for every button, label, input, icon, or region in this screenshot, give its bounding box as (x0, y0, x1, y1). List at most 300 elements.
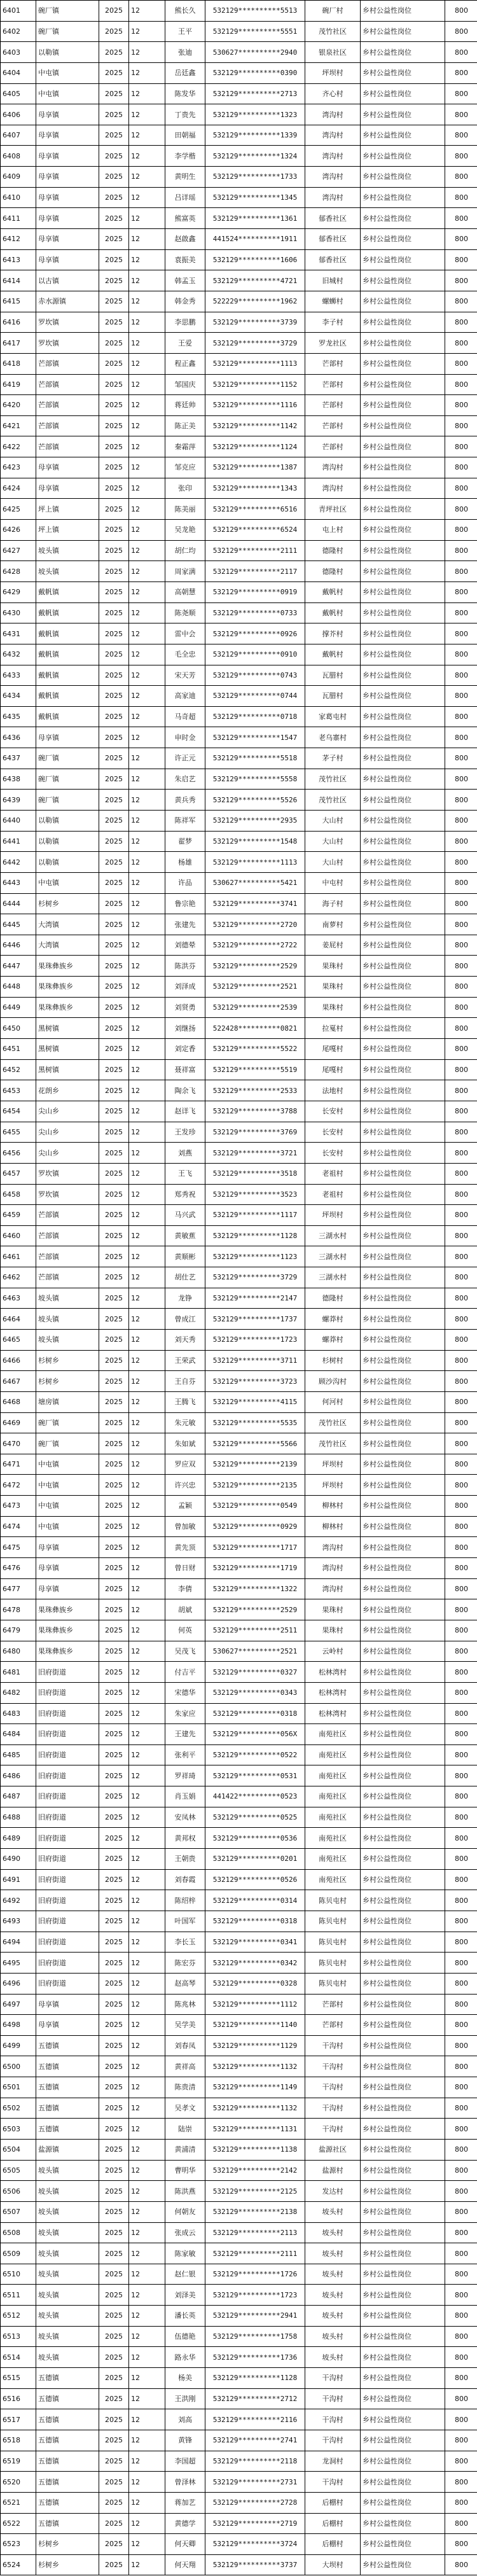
cell-seq: 6450 (1, 1018, 36, 1039)
cell-id-number: 532129**********0342 (205, 1953, 305, 1974)
cell-id-number: 532129**********1547 (205, 727, 305, 748)
cell-month: 12 (129, 581, 165, 602)
cell-post: 乡村公益性岗位 (361, 2222, 445, 2243)
cell-post: 乡村公益性岗位 (361, 1973, 445, 1994)
cell-village: 坡头村 (305, 2222, 361, 2243)
cell-year: 2025 (99, 1, 129, 22)
cell-town: 碗厂镇 (36, 1, 99, 22)
cell-name: 付吉平 (165, 1662, 205, 1683)
cell-seq: 6424 (1, 478, 36, 499)
cell-post: 乡村公益性岗位 (361, 1869, 445, 1890)
cell-name: 程正鑫 (165, 353, 205, 374)
cell-id-number: 532129**********2113 (205, 2222, 305, 2243)
cell-month: 12 (129, 1122, 165, 1143)
cell-seq: 6477 (1, 1578, 36, 1599)
cell-id-number: 532129**********6524 (205, 520, 305, 541)
cell-town: 杉树乡 (36, 2554, 99, 2575)
cell-village: 干沟村 (305, 2077, 361, 2098)
cell-village: 长安村 (305, 1101, 361, 1122)
cell-town: 旧府街道 (36, 1849, 99, 1870)
cell-village: 后棚村 (305, 2513, 361, 2534)
cell-name: 丁贵先 (165, 104, 205, 125)
cell-seq: 6493 (1, 1911, 36, 1932)
cell-amount: 800 (445, 2451, 477, 2472)
cell-village: 南苑社区 (305, 1724, 361, 1745)
cell-town: 盐源镇 (36, 2139, 99, 2160)
cell-town: 五德镇 (36, 2430, 99, 2451)
cell-seq: 6514 (1, 2347, 36, 2368)
cell-name: 黄浦清 (165, 2139, 205, 2160)
cell-village: 戴帆村 (305, 581, 361, 602)
table-row (1, 1018, 477, 1039)
table-row (1, 62, 477, 83)
cell-month: 12 (129, 1288, 165, 1309)
table-row (1, 187, 477, 208)
cell-village: 坡头村 (305, 2285, 361, 2306)
cell-post: 乡村公益性岗位 (361, 1, 445, 22)
cell-year: 2025 (99, 561, 129, 582)
cell-name: 罗祥琦 (165, 1765, 205, 1786)
cell-amount: 800 (445, 1682, 477, 1703)
cell-town: 碗厂镇 (36, 790, 99, 811)
cell-month: 12 (129, 2513, 165, 2534)
table-row (1, 83, 477, 104)
cell-name: 陈兆林 (165, 1994, 205, 2015)
cell-month: 12 (129, 1994, 165, 2015)
cell-name: 黄锋 (165, 2430, 205, 2451)
table-row (1, 748, 477, 769)
cell-id-number: 532129**********0919 (205, 581, 305, 602)
cell-village: 干沟村 (305, 2388, 361, 2409)
cell-town: 以古镇 (36, 270, 99, 291)
cell-amount: 800 (445, 790, 477, 811)
cell-seq: 6519 (1, 2451, 36, 2472)
cell-village: 齐心村 (305, 83, 361, 104)
cell-town: 芒部镇 (36, 415, 99, 436)
cell-post: 乡村公益性岗位 (361, 1205, 445, 1226)
cell-village: 坡头村 (305, 2347, 361, 2368)
cell-name: 何天翔 (165, 2554, 205, 2575)
cell-seq: 6459 (1, 1205, 36, 1226)
table-row (1, 2285, 477, 2306)
cell-amount: 800 (445, 1703, 477, 1724)
cell-name: 安凤林 (165, 1807, 205, 1828)
cell-seq: 6522 (1, 2513, 36, 2534)
cell-month: 12 (129, 1496, 165, 1517)
cell-seq: 6405 (1, 83, 36, 104)
cell-year: 2025 (99, 810, 129, 831)
cell-village: 坡头村 (305, 2201, 361, 2222)
table-row (1, 1682, 477, 1703)
cell-year: 2025 (99, 42, 129, 63)
cell-seq: 6476 (1, 1558, 36, 1579)
cell-month: 12 (129, 1080, 165, 1101)
table-row (1, 1641, 477, 1662)
cell-month: 12 (129, 208, 165, 229)
table-row (1, 478, 477, 499)
cell-town: 中屯镇 (36, 1516, 99, 1537)
cell-id-number: 532129**********2719 (205, 2513, 305, 2534)
table-row (1, 2160, 477, 2181)
cell-seq: 6454 (1, 1101, 36, 1122)
cell-year: 2025 (99, 1330, 129, 1351)
cell-id-number: 532129**********2712 (205, 2388, 305, 2409)
cell-name: 马兴武 (165, 1205, 205, 1226)
cell-name: 蒋廷帅 (165, 395, 205, 416)
cell-month: 12 (129, 1246, 165, 1267)
cell-seq: 6408 (1, 146, 36, 167)
table-row (1, 706, 477, 727)
cell-id-number: 532129**********1733 (205, 167, 305, 188)
cell-post: 乡村公益性岗位 (361, 2430, 445, 2451)
cell-seq: 6456 (1, 1143, 36, 1164)
cell-town: 尖山乡 (36, 1101, 99, 1122)
cell-id-number: 532129**********3518 (205, 1163, 305, 1184)
cell-town: 坪上镇 (36, 520, 99, 541)
cell-id-number: 532129**********3739 (205, 312, 305, 333)
cell-village: 坪坝村 (305, 62, 361, 83)
cell-amount: 800 (445, 1039, 477, 1060)
cell-post: 乡村公益性岗位 (361, 1641, 445, 1662)
cell-id-number: 532129**********2135 (205, 1475, 305, 1496)
cell-town: 戴帆镇 (36, 686, 99, 707)
cell-post: 乡村公益性岗位 (361, 2264, 445, 2285)
cell-village: 芒部村 (305, 2015, 361, 2036)
cell-amount: 800 (445, 1578, 477, 1599)
cell-town: 罗坎镇 (36, 1184, 99, 1205)
cell-seq: 6478 (1, 1599, 36, 1620)
cell-post: 乡村公益性岗位 (361, 2119, 445, 2140)
cell-village: 郁香社区 (305, 208, 361, 229)
cell-amount: 800 (445, 2035, 477, 2056)
cell-month: 12 (129, 1724, 165, 1745)
cell-post: 乡村公益性岗位 (361, 644, 445, 665)
cell-name: 吴茂飞 (165, 1641, 205, 1662)
cell-seq: 6512 (1, 2306, 36, 2327)
table-row (1, 686, 477, 707)
cell-amount: 800 (445, 706, 477, 727)
cell-id-number: 532129**********1129 (205, 2035, 305, 2056)
cell-month: 12 (129, 2201, 165, 2222)
cell-id-number: 532129**********1606 (205, 249, 305, 270)
cell-post: 乡村公益性岗位 (361, 2326, 445, 2347)
cell-town: 果珠彝族乡 (36, 1620, 99, 1641)
cell-id-number: 532129**********0910 (205, 644, 305, 665)
cell-post: 乡村公益性岗位 (361, 104, 445, 125)
cell-post: 乡村公益性岗位 (361, 602, 445, 623)
table-row (1, 1330, 477, 1351)
cell-name: 黄德学 (165, 2513, 205, 2534)
cell-town: 坡头镇 (36, 2264, 99, 2285)
cell-amount: 800 (445, 21, 477, 42)
cell-post: 乡村公益性岗位 (361, 2139, 445, 2160)
cell-town: 旧府街道 (36, 1682, 99, 1703)
cell-town: 果珠彝族乡 (36, 1641, 99, 1662)
cell-post: 乡村公益性岗位 (361, 83, 445, 104)
cell-year: 2025 (99, 1433, 129, 1454)
cell-amount: 800 (445, 436, 477, 457)
cell-id-number: 532129**********2511 (205, 1620, 305, 1641)
cell-name: 田朝福 (165, 125, 205, 146)
cell-year: 2025 (99, 1205, 129, 1226)
cell-name: 胡斌 (165, 1599, 205, 1620)
cell-town: 旧府街道 (36, 1828, 99, 1849)
table-row (1, 831, 477, 852)
table-row (1, 1496, 477, 1517)
table-row (1, 2492, 477, 2513)
cell-amount: 800 (445, 270, 477, 291)
cell-year: 2025 (99, 2201, 129, 2222)
cell-seq: 6437 (1, 748, 36, 769)
cell-seq: 6402 (1, 21, 36, 42)
cell-village: 南苑社区 (305, 1786, 361, 1807)
cell-town: 坪上镇 (36, 499, 99, 520)
cell-village: 屯上村 (305, 520, 361, 541)
cell-amount: 800 (445, 1807, 477, 1828)
table-row (1, 1558, 477, 1579)
cell-name: 黄顺彬 (165, 1246, 205, 1267)
cell-id-number: 532129**********2138 (205, 2201, 305, 2222)
cell-town: 黑树镇 (36, 1039, 99, 1060)
cell-id-number: 532129**********2941 (205, 2306, 305, 2327)
cell-year: 2025 (99, 1973, 129, 1994)
cell-month: 12 (129, 333, 165, 354)
cell-town: 坡头镇 (36, 2181, 99, 2202)
cell-amount: 800 (445, 1890, 477, 1911)
cell-seq: 6442 (1, 852, 36, 873)
cell-name: 赵详飞 (165, 1101, 205, 1122)
cell-name: 黄明生 (165, 167, 205, 188)
cell-name: 胡仕艺 (165, 1267, 205, 1288)
table-row (1, 2119, 477, 2140)
cell-month: 12 (129, 1765, 165, 1786)
table-row (1, 249, 477, 270)
cell-town: 坡头镇 (36, 561, 99, 582)
table-row (1, 1246, 477, 1267)
cell-town: 旧府街道 (36, 1911, 99, 1932)
cell-year: 2025 (99, 1039, 129, 1060)
cell-town: 杉树乡 (36, 1350, 99, 1371)
cell-month: 12 (129, 291, 165, 312)
cell-month: 12 (129, 1059, 165, 1080)
cell-year: 2025 (99, 146, 129, 167)
cell-id-number: 532129**********3724 (205, 2534, 305, 2555)
cell-year: 2025 (99, 1496, 129, 1517)
cell-month: 12 (129, 1558, 165, 1579)
cell-town: 坡头镇 (36, 2306, 99, 2327)
cell-seq: 6508 (1, 2222, 36, 2243)
cell-month: 12 (129, 2264, 165, 2285)
cell-town: 母享镇 (36, 457, 99, 478)
table-row (1, 457, 477, 478)
cell-post: 乡村公益性岗位 (361, 852, 445, 873)
cell-post: 乡村公益性岗位 (361, 1890, 445, 1911)
cell-year: 2025 (99, 2306, 129, 2327)
cell-year: 2025 (99, 167, 129, 188)
cell-seq: 6504 (1, 2139, 36, 2160)
cell-id-number: 532129**********1149 (205, 2077, 305, 2098)
cell-village: 家葛屯村 (305, 706, 361, 727)
cell-year: 2025 (99, 1994, 129, 2015)
cell-seq: 6441 (1, 831, 36, 852)
table-row (1, 312, 477, 333)
cell-post: 乡村公益性岗位 (361, 270, 445, 291)
cell-amount: 800 (445, 977, 477, 998)
cell-year: 2025 (99, 1620, 129, 1641)
cell-seq: 6429 (1, 581, 36, 602)
cell-village: 湾沟村 (305, 457, 361, 478)
cell-amount: 800 (445, 1288, 477, 1309)
cell-seq: 6404 (1, 62, 36, 83)
cell-village: 柳林村 (305, 1496, 361, 1517)
cell-month: 12 (129, 1412, 165, 1433)
table-row (1, 291, 477, 312)
cell-id-number: 532129**********2731 (205, 2472, 305, 2493)
cell-amount: 800 (445, 644, 477, 665)
cell-seq: 6467 (1, 1371, 36, 1392)
cell-month: 12 (129, 1953, 165, 1974)
cell-amount: 800 (445, 1558, 477, 1579)
cell-id-number: 532129**********2529 (205, 1599, 305, 1620)
cell-town: 母享镇 (36, 727, 99, 748)
table-row (1, 499, 477, 520)
cell-year: 2025 (99, 1807, 129, 1828)
cell-seq: 6435 (1, 706, 36, 727)
cell-id-number: 532129**********1717 (205, 1537, 305, 1558)
cell-seq: 6479 (1, 1620, 36, 1641)
cell-name: 陈美丽 (165, 499, 205, 520)
cell-amount: 800 (445, 291, 477, 312)
cell-amount: 800 (445, 1, 477, 22)
cell-month: 12 (129, 790, 165, 811)
cell-month: 12 (129, 1433, 165, 1454)
cell-amount: 800 (445, 581, 477, 602)
cell-amount: 800 (445, 415, 477, 436)
cell-village: 后棚村 (305, 2534, 361, 2555)
cell-village: 云岭村 (305, 1641, 361, 1662)
cell-name: 张成云 (165, 2222, 205, 2243)
cell-amount: 800 (445, 62, 477, 83)
table-row (1, 1828, 477, 1849)
cell-year: 2025 (99, 333, 129, 354)
table-row (1, 21, 477, 42)
table-row (1, 2015, 477, 2036)
cell-seq: 6496 (1, 1973, 36, 1994)
table-row (1, 415, 477, 436)
cell-amount: 800 (445, 2306, 477, 2327)
cell-amount: 800 (445, 1371, 477, 1392)
cell-post: 乡村公益性岗位 (361, 1662, 445, 1683)
cell-name: 曹明华 (165, 2160, 205, 2181)
cell-year: 2025 (99, 2264, 129, 2285)
cell-name: 胡仁均 (165, 540, 205, 561)
cell-month: 12 (129, 1018, 165, 1039)
table-row (1, 2430, 477, 2451)
cell-village: 后棚村 (305, 2492, 361, 2513)
cell-village: 湾沟村 (305, 167, 361, 188)
cell-month: 12 (129, 1599, 165, 1620)
cell-village: 瓦腊村 (305, 686, 361, 707)
cell-seq: 6484 (1, 1724, 36, 1745)
cell-month: 12 (129, 520, 165, 541)
cell-amount: 800 (445, 1496, 477, 1517)
cell-id-number: 532129**********1339 (205, 125, 305, 146)
cell-amount: 800 (445, 1433, 477, 1454)
cell-month: 12 (129, 644, 165, 665)
table-row (1, 1703, 477, 1724)
cell-town: 中屯镇 (36, 872, 99, 893)
cell-town: 果珠彝族乡 (36, 977, 99, 998)
cell-seq: 6463 (1, 1288, 36, 1309)
cell-name: 陈洪燕 (165, 2181, 205, 2202)
cell-year: 2025 (99, 1599, 129, 1620)
cell-name: 聂祥富 (165, 1059, 205, 1080)
cell-post: 乡村公益性岗位 (361, 333, 445, 354)
cell-month: 12 (129, 1620, 165, 1641)
cell-amount: 800 (445, 1475, 477, 1496)
cell-id-number: 532129**********1548 (205, 831, 305, 852)
cell-name: 陈绍梓 (165, 1890, 205, 1911)
table-row (1, 1371, 477, 1392)
cell-name: 黄祥高 (165, 2056, 205, 2077)
cell-seq: 6475 (1, 1537, 36, 1558)
cell-town: 旧府街道 (36, 1807, 99, 1828)
cell-amount: 800 (445, 956, 477, 977)
cell-year: 2025 (99, 623, 129, 644)
cell-name: 王发珍 (165, 1122, 205, 1143)
table-row (1, 997, 477, 1018)
cell-amount: 800 (445, 2534, 477, 2555)
cell-seq: 6458 (1, 1184, 36, 1205)
cell-town: 碗厂镇 (36, 748, 99, 769)
cell-post: 乡村公益性岗位 (361, 1101, 445, 1122)
cell-month: 12 (129, 872, 165, 893)
cell-post: 乡村公益性岗位 (361, 1932, 445, 1953)
cell-post: 乡村公益性岗位 (361, 1330, 445, 1351)
cell-town: 芒部镇 (36, 1205, 99, 1226)
cell-month: 12 (129, 2326, 165, 2347)
cell-town: 旧府街道 (36, 1662, 99, 1683)
cell-town: 罗坎镇 (36, 333, 99, 354)
cell-year: 2025 (99, 2388, 129, 2409)
cell-village: 湾沟村 (305, 1537, 361, 1558)
cell-id-number: 532129**********3737 (205, 2554, 305, 2575)
cell-name: 朱家应 (165, 1703, 205, 1724)
cell-village: 发达村 (305, 2181, 361, 2202)
cell-town: 旧府街道 (36, 1890, 99, 1911)
cell-post: 乡村公益性岗位 (361, 581, 445, 602)
cell-month: 12 (129, 1039, 165, 1060)
cell-post: 乡村公益性岗位 (361, 2181, 445, 2202)
cell-id-number: 532129**********5513 (205, 1, 305, 22)
cell-name: 黄敏蕉 (165, 1225, 205, 1246)
cell-amount: 800 (445, 1225, 477, 1246)
cell-town: 旧府街道 (36, 1703, 99, 1724)
cell-seq: 6414 (1, 270, 36, 291)
cell-amount: 800 (445, 831, 477, 852)
cell-year: 2025 (99, 2513, 129, 2534)
cell-seq: 6461 (1, 1246, 36, 1267)
cell-post: 乡村公益性岗位 (361, 208, 445, 229)
cell-id-number: 532129**********1345 (205, 187, 305, 208)
cell-month: 12 (129, 415, 165, 436)
cell-amount: 800 (445, 1080, 477, 1101)
cell-seq: 6410 (1, 187, 36, 208)
cell-month: 12 (129, 2306, 165, 2327)
cell-year: 2025 (99, 914, 129, 935)
cell-month: 12 (129, 1911, 165, 1932)
cell-post: 乡村公益性岗位 (361, 520, 445, 541)
